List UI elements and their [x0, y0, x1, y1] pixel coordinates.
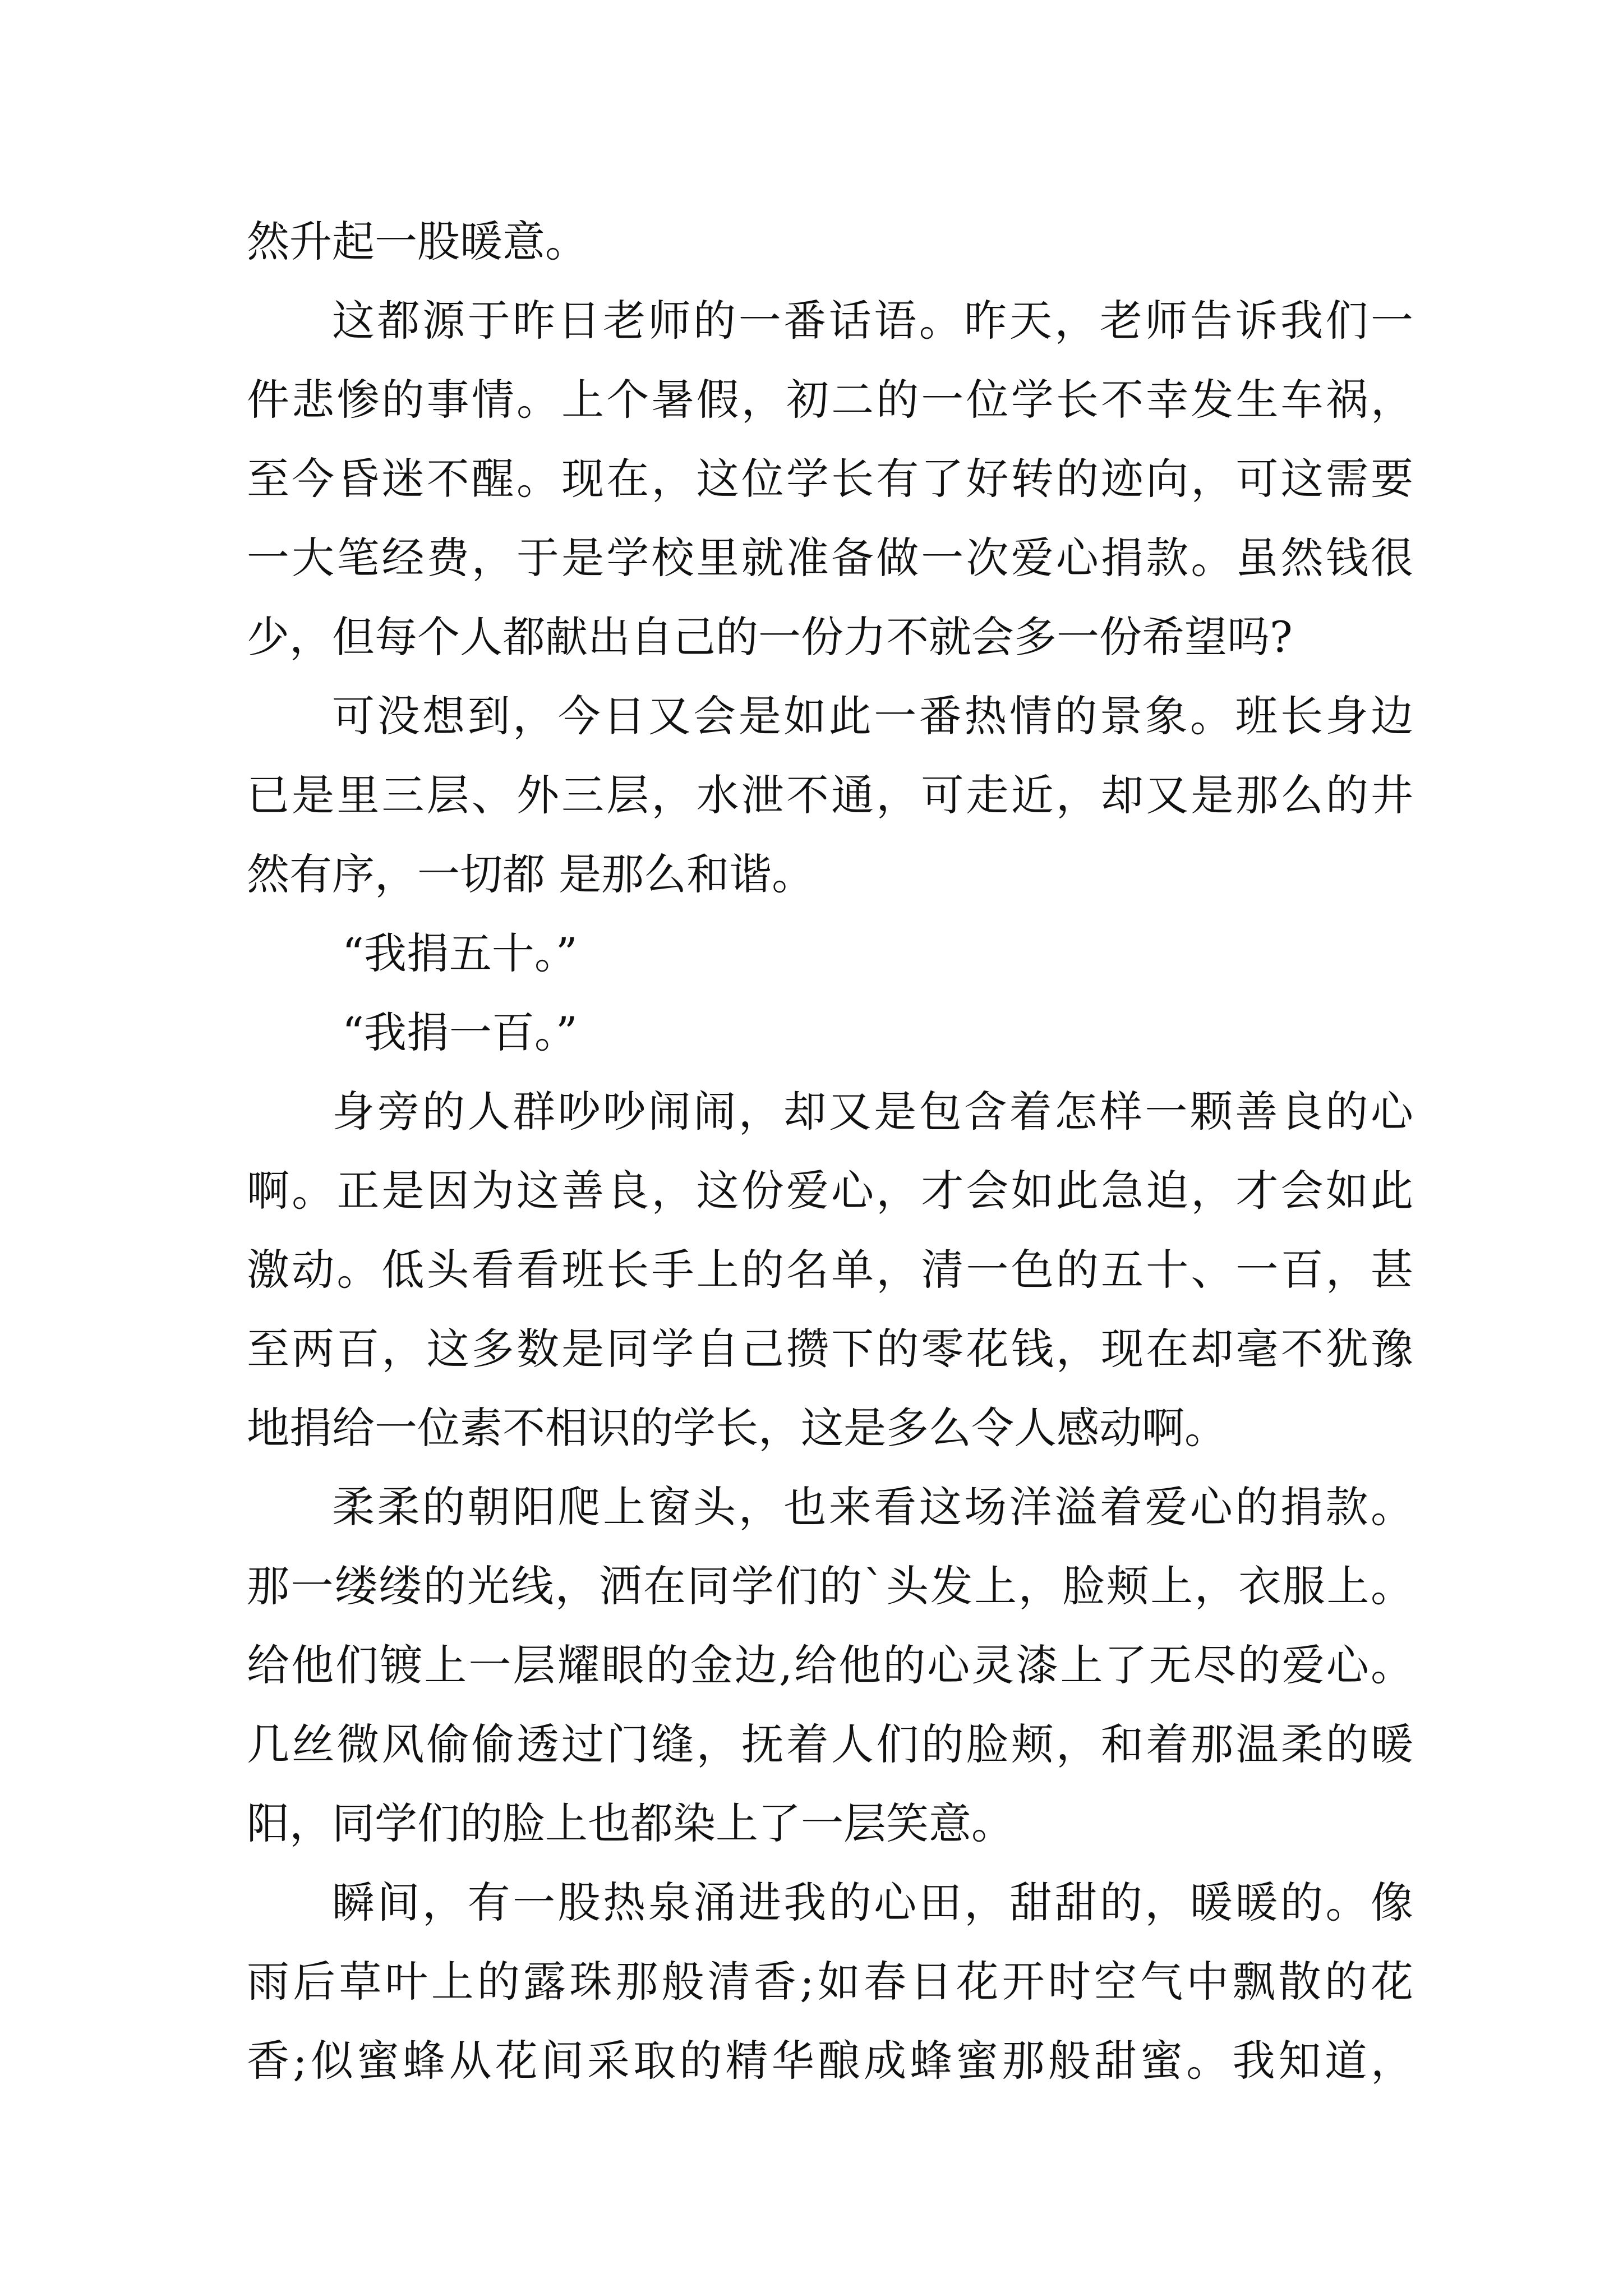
- text-line: 给他们镀上一层耀眼的金边,给他的心灵漆上了无尽的爱心。: [247, 1640, 1413, 1690]
- text-line: 雨后草叶上的露珠那般清香;如春日花开时空气中飘散的花: [247, 1957, 1413, 2007]
- text-line: 件悲惨的事情。上个暑假，初二的一位学长不幸发生车祸，: [247, 375, 1413, 425]
- text-line: 至两百，这多数是同学自己攒下的零花钱，现在却毫不犹豫: [247, 1324, 1413, 1374]
- text-line: 已是里三层、外三层，水泄不通，可走近，却又是那么的井: [247, 770, 1413, 820]
- text-line: 这都源于昨日老师的一番话语。昨天，老师告诉我们一: [332, 296, 1413, 346]
- essay-body: [247, 202, 1413, 2100]
- text-line: 身旁的人群吵吵闹闹，却又是包含着怎样一颗善良的心: [332, 1087, 1413, 1137]
- text-line: 地捐给一位素不相识的学长，这是多么令人感动啊。: [247, 1403, 1227, 1453]
- text-line: 然有序，一切都 是那么和谐。: [247, 849, 815, 899]
- quote-line: “我捐一百。”: [342, 1007, 578, 1057]
- text-line: 一大笔经费，于是学校里就准备做一次爱心捐款。虽然钱很: [247, 533, 1413, 583]
- text-line: 瞬间，有一股热泉涌进我的心田，甜甜的，暖暖的。像: [332, 1878, 1413, 1927]
- text-line: 然升起一股暖意。: [247, 217, 588, 266]
- text-line: 可没想到，今日又会是如此一番热情的景象。班长身边: [332, 691, 1413, 741]
- text-line: 至今昏迷不醒。现在，这位学长有了好转的迹向，可这需要: [247, 454, 1413, 504]
- text-line: 阳，同学们的脸上也都染上了一层笑意。: [247, 1798, 1014, 1848]
- text-line: 那一缕缕的光线，洒在同学们的`头发上，脸颊上，衣服上。: [247, 1561, 1413, 1611]
- text-line: 柔柔的朝阳爬上窗头，也来看这场洋溢着爱心的捐款。: [332, 1482, 1413, 1532]
- text-line: 香;似蜜蜂从花间采取的精华酿成蜂蜜那般甜蜜。我知道，: [247, 2036, 1413, 2086]
- text-line: 激动。低头看看班长手上的名单，清一色的五十、一百，甚: [247, 1245, 1413, 1295]
- text-line: 啊。正是因为这善良，这份爱心，才会如此急迫，才会如此: [247, 1166, 1413, 1216]
- quote-line: “我捐五十。”: [342, 928, 578, 978]
- text-line: 几丝微风偷偷透过门缝，抚着人们的脸颊，和着那温柔的暖: [247, 1719, 1413, 1769]
- text-line: 少，但每个人都献出自己的一份力不就会多一份希望吗?: [247, 612, 1293, 662]
